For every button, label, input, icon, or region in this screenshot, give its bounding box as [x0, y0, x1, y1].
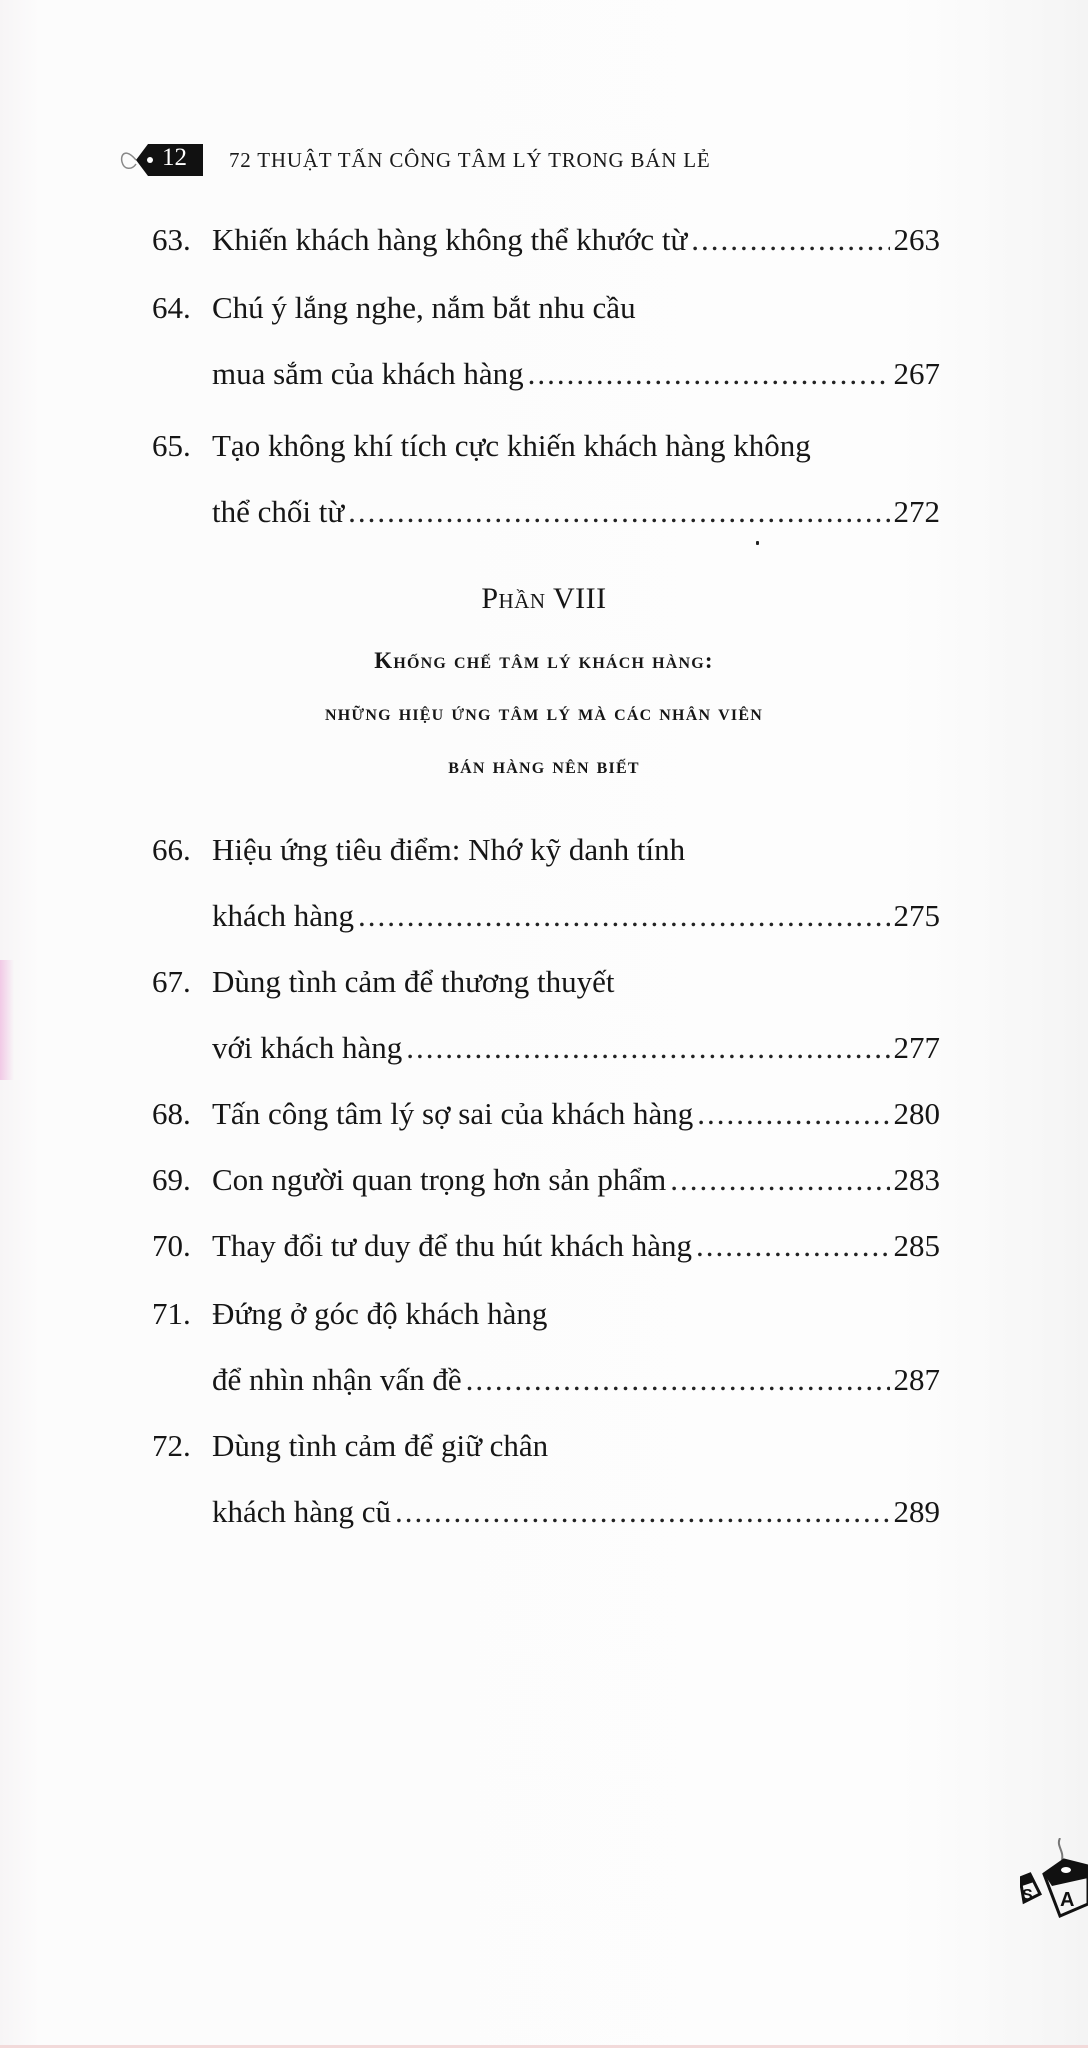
toc-page-number: 263	[893, 222, 940, 257]
toc-number: 64.	[152, 290, 191, 325]
dot-leader	[696, 1218, 890, 1274]
toc-title-continued: để nhìn nhận vấn đề	[212, 1362, 462, 1397]
toc-entry-66[interactable]	[152, 822, 940, 944]
publisher-logo	[1020, 1838, 1088, 1918]
toc-page-number: 283	[893, 1162, 940, 1197]
toc-page-number: 267	[893, 356, 940, 391]
toc-title-continued: mua sắm của khách hàng	[212, 356, 524, 391]
svg-text:S: S	[1022, 1887, 1033, 1904]
part-label: Phần VIII	[481, 582, 607, 615]
toc-title: Tạo không khí tích cực khiến khách hàng không	[212, 428, 811, 463]
edge-color-tint	[0, 960, 14, 1080]
toc-title: Chú ý lắng nghe, nắm bắt nhu cầu	[212, 290, 636, 325]
toc-entry-70[interactable]	[152, 1218, 940, 1274]
toc-page-number: 277	[893, 1030, 940, 1065]
toc-entry-72[interactable]	[152, 1418, 940, 1540]
toc-number: 69.	[152, 1162, 191, 1197]
toc-number: 71.	[152, 1296, 191, 1331]
svg-text:A: A	[1060, 1889, 1075, 1911]
toc-title: Dùng tình cảm để thương thuyết	[212, 964, 615, 999]
toc-number: 72.	[152, 1428, 191, 1463]
toc-page-number: 275	[893, 898, 940, 933]
toc-title-continued: khách hàng	[212, 898, 355, 933]
dot-leader	[697, 1086, 889, 1142]
toc-entry-67[interactable]	[152, 954, 940, 1076]
part-title-line-2: những hiệu ứng tâm lý mà các nhân viên	[325, 700, 763, 725]
toc-title: Con người quan trọng hơn sản phẩm	[212, 1162, 667, 1197]
part-title-line-1: Khống chế tâm lý khách hàng:	[374, 648, 714, 673]
price-tag-logo-icon	[1020, 1838, 1088, 1918]
toc-number: 65.	[152, 428, 191, 463]
toc-title: Dùng tình cảm để giữ chân	[212, 1428, 549, 1463]
toc-number: 63.	[152, 222, 191, 257]
toc-entry-68[interactable]	[152, 1086, 940, 1142]
toc-number: 68.	[152, 1096, 191, 1131]
toc-number: 66.	[152, 832, 191, 867]
toc-number: 70.	[152, 1228, 191, 1263]
toc-title-continued: với khách hàng	[212, 1030, 403, 1065]
book-title: 72 THUẬT TẤN CÔNG TÂM LÝ TRONG BÁN LẺ	[229, 147, 711, 172]
toc-title: Đứng ở góc độ khách hàng	[212, 1296, 548, 1331]
dot-leader	[466, 1352, 890, 1408]
dot-leader	[358, 888, 889, 944]
part-title-line-3: bán hàng nên biết	[448, 753, 640, 778]
toc-title-continued: khách hàng cũ	[212, 1494, 392, 1529]
toc-page-number: 285	[893, 1228, 940, 1263]
toc-page-number: 287	[893, 1362, 940, 1397]
toc-number: 67.	[152, 964, 191, 999]
dot-leader	[670, 1152, 889, 1208]
toc-title: Thay đổi tư duy để thu hút khách hàng	[212, 1228, 692, 1263]
toc-title-continued: thể chối từ	[212, 494, 345, 529]
toc-page-number: 289	[893, 1494, 940, 1529]
toc-entry-69[interactable]	[152, 1152, 940, 1208]
toc-title: Tấn công tâm lý sợ sai của khách hàng	[212, 1096, 694, 1131]
toc-page-number: 272	[893, 494, 940, 529]
toc-title: Khiến khách hàng không thể khước từ	[212, 222, 688, 257]
dot-leader	[395, 1484, 889, 1540]
toc-entry-71[interactable]	[152, 1286, 940, 1408]
dot-leader	[406, 1020, 889, 1076]
page-number: 12	[162, 144, 187, 171]
toc-page-number: 280	[893, 1096, 940, 1131]
toc-title: Hiệu ứng tiêu điểm: Nhớ kỹ danh tính	[212, 832, 686, 867]
part-heading	[140, 0, 948, 800]
